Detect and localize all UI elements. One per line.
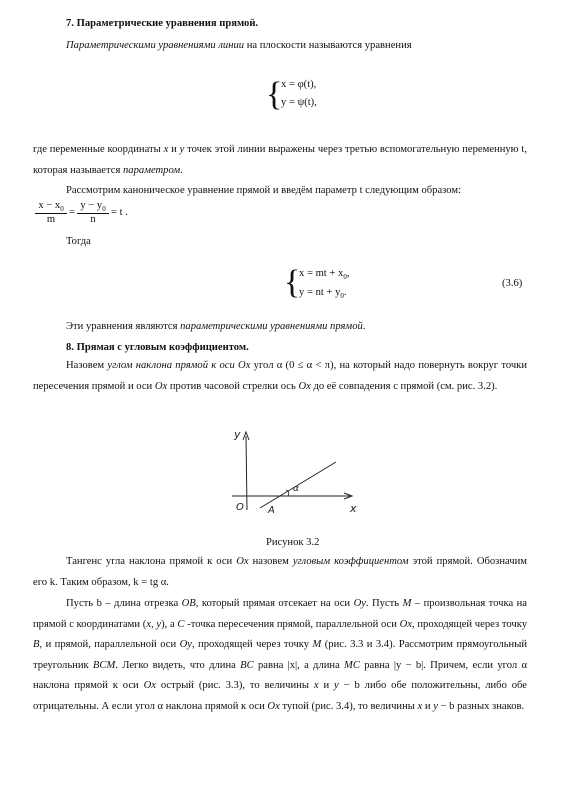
system1-line2: y = ψ(t),	[281, 97, 317, 108]
fraction-y: $\frac{y - y_0}{n}$	[77, 200, 109, 226]
figure-caption: Рисунок 3.2	[266, 537, 320, 548]
system1-line1: x = φ(t),	[281, 79, 317, 90]
fig-x-label: x	[350, 502, 357, 515]
fig-origin-label: O	[236, 502, 244, 513]
figure-3-2	[226, 420, 366, 520]
fig-alpha-label: α	[293, 484, 299, 494]
fraction-tail: = t .	[111, 207, 128, 218]
system2-line1: x = mt + $x_0$,	[299, 268, 350, 282]
paragraph-3: Эти уравнения являются параметрическими уравнениями прямой.	[66, 321, 366, 332]
section-7-heading: 7. Параметрические уравнения прямой.	[66, 18, 259, 29]
fig-y-label: y	[234, 428, 241, 441]
paragraph-2: Рассмотрим каноническое уравнение прямой и введём параметр t следующим образом:	[66, 185, 462, 196]
system2-line2: y = nt + $y_0$.	[299, 287, 347, 301]
definition-rest: на плоскости называются уравнения	[244, 40, 412, 51]
system-brace: {	[266, 76, 283, 113]
equation-number: (3.6)	[502, 278, 523, 289]
y-axis	[246, 436, 247, 510]
paragraph-6: Пусть b – длина отрезка OB, который прямая отсекает на оси Oy. Пусть M – произвольная точка на прямой с координатами (x, y), а C -точка пересечения прямой, параллельной оси Ox, проходящей через точку B, и прямой, параллельной оси Oy, проходящей через точку M (рис. 3.3 и 3.4). Рассмотрим прямоугольный треугольник BCM. Легко видеть, что длина BC равна |x|, а длина MC равна |y − b|. Причем, если угол α наклона прямой к оси Ox острый (рис. 3.3), то величины x и y − b либо обе положительны, либо обе отрицательны. А если угол α наклона прямой к оси Ox тупой (рис. 3.4), то величины x и y − b разных знаков.	[33, 598, 528, 712]
paragraph-5: Тангенс угла наклона прямой к оси Ox назовем угловым коэффициентом этой прямой. Обозначим его k. Таким образом, k = tg α.	[33, 556, 528, 588]
fig-a-label: A	[268, 505, 275, 516]
section-8-heading: 8. Прямая с угловым коэффициентом.	[66, 342, 249, 353]
definition-term: Параметрическими уравнениями линии	[66, 40, 245, 51]
angle-arc	[286, 490, 289, 496]
fraction-eq: =	[69, 207, 75, 218]
fraction-x: $\frac{x - x_0}{m}$	[35, 200, 67, 226]
definition-line	[66, 40, 412, 51]
paragraph-1: где переменные координаты x и y точек этой линии выражены через третью вспомогательную переменную t, которая называется параметром.	[33, 144, 527, 176]
then-word: Тогда	[66, 236, 91, 247]
paragraph-4: Назовем углом наклона прямой к оси Ox угол α (0 ≤ α < π), на который надо повернуть вокруг точки пересечения прямой и оси Ox против часовой стрелки ось Ox до её совпадения с прямой (см. рис. 3.2).	[33, 360, 527, 392]
system2-brace: {	[284, 264, 301, 301]
